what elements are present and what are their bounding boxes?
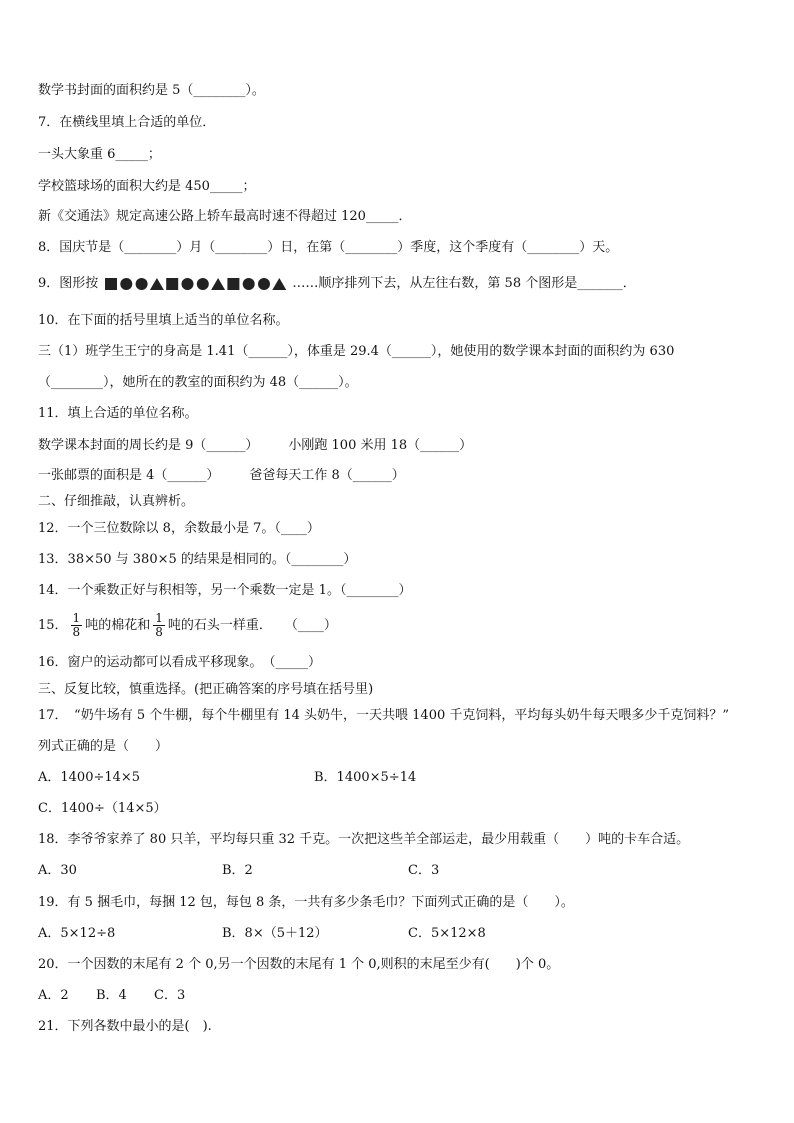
pattern-square-icon xyxy=(105,278,117,290)
question-19-option-b: B．8×（5＋12） xyxy=(222,926,328,941)
fraction-numerator: 1 xyxy=(155,611,163,625)
question-7a: 一头大象重 6_____； xyxy=(38,147,161,162)
fraction-one-eighth-2 xyxy=(153,612,165,639)
pattern-triangle-icon xyxy=(273,278,287,290)
question-7c: 新《交通法》规定高速公路上轿车最高时速不得超过 120_____． xyxy=(38,209,412,224)
question-11: 11．填上合适的单位名称。 xyxy=(38,406,198,421)
question-15-prefix: 15． xyxy=(38,618,68,633)
pattern-square-icon xyxy=(228,278,240,290)
question-19-option-a: A．5×12÷8 xyxy=(38,926,116,941)
pattern-circle-icon xyxy=(243,278,255,290)
question-11b xyxy=(38,467,405,485)
question-7b: 学校篮球场的面积大约是 450_____； xyxy=(38,179,256,194)
question-11b-right: 爸爸每天工作 8（______） xyxy=(249,468,405,483)
question-20-option-b: B．4 xyxy=(96,988,127,1003)
pattern-circle-icon xyxy=(197,278,209,290)
fraction-denominator: 8 xyxy=(72,625,81,639)
question-11a-left: 数学课本封面的周长约是 9（______） xyxy=(38,438,259,453)
question-15-suffix: 吨的石头一样重． （____） xyxy=(167,618,337,633)
fraction-denominator: 8 xyxy=(155,625,163,639)
question-17-option-a: A．1400÷14×5 xyxy=(38,770,141,785)
question-17-option-b: B．1400×5÷14 xyxy=(314,770,417,785)
fraction-one-eighth xyxy=(71,612,83,639)
question-20-option-c: C．3 xyxy=(154,988,186,1003)
shape-pattern-svg xyxy=(104,277,290,291)
question-19-option-c: C．5×12×8 xyxy=(408,926,486,941)
question-13: 13．38×50 与 380×5 的结果是相同的。（________） xyxy=(38,552,357,567)
question-11a-right: 小刚跑 100 米用 18（______） xyxy=(288,438,473,453)
question-9-prefix: 9．图形按 xyxy=(38,276,99,291)
question-10b: （________），她所在的教室的面积约为 48（______）。 xyxy=(38,375,358,390)
shape-pattern xyxy=(104,277,290,291)
question-16: 16．窗户的运动都可以看成平移现象。 （_____） xyxy=(38,655,322,670)
pattern-circle-icon xyxy=(182,278,194,290)
question-19: 19．有 5 捆毛巾，每捆 12 包，每包 8 条，一共有多少条毛巾？下面列式正确的是（ ）。 xyxy=(38,895,574,910)
question-18-option-a: A．30 xyxy=(38,863,77,878)
question-7: 7．在横线里填上合适的单位． xyxy=(38,115,216,130)
pattern-circle-icon xyxy=(258,278,270,290)
question-9-suffix: ……顺序排列下去，从左往右数，第 58 个图形是_______． xyxy=(292,276,636,291)
question-17-option-c: C．1400÷（14×5） xyxy=(38,801,167,816)
question-15-middle: 吨的棉花和 xyxy=(85,618,151,633)
pattern-triangle-icon xyxy=(150,278,164,290)
question-9 xyxy=(38,275,636,293)
question-11a xyxy=(38,437,472,455)
question-18-option-b: B．2 xyxy=(222,863,253,878)
pattern-circle-icon xyxy=(121,278,133,290)
question-10: 10．在下面的括号里填上适当的单位名称。 xyxy=(38,313,289,328)
question-18: 18．李爷爷家养了 80 只羊，平均每只重 32 千克。一次把这些羊全部运走，最少用载重（ ）吨的卡车合适。 xyxy=(38,832,690,847)
pattern-triangle-icon xyxy=(212,278,226,290)
question-18-option-c: C．3 xyxy=(408,863,440,878)
section-3-heading: 三、反复比较，慎重选择。(把正确答案的序号填在括号里) xyxy=(38,682,374,697)
fraction-numerator: 1 xyxy=(72,611,81,625)
question-14: 14．一个乘数正好与积相等，另一个乘数一定是 1。（________） xyxy=(38,583,412,598)
line-book-cover-area: 数学书封面的面积约是 5（________）。 xyxy=(38,83,265,98)
question-10a: 三（1）班学生王宁的身高是 1.41（______），体重是 29.4（______），她使用的数学课本封面的面积约为 630 xyxy=(38,344,675,359)
question-20: 20．一个因数的末尾有 2 个 0,另一个因数的末尾有 1 个 0,则积的末尾至少有( )个 0。 xyxy=(38,957,560,972)
question-11b-left: 一张邮票的面积是 4（______） xyxy=(38,468,220,483)
section-2-heading: 二、仔细推敲，认真辨析。 xyxy=(38,494,195,509)
question-20-option-a: A．2 xyxy=(38,988,69,1003)
question-15 xyxy=(38,612,337,640)
question-17-stem: 列式正确的是（ ） xyxy=(38,739,169,754)
pattern-circle-icon xyxy=(136,278,148,290)
question-21: 21．下列各数中最小的是( ). xyxy=(38,1019,212,1034)
pattern-square-icon xyxy=(167,278,179,290)
question-8: 8．国庆节是（________）月（________）日，在第（________）季度，这个季度有（________）天。 xyxy=(38,240,619,255)
question-17: 17． “奶牛场有 5 个牛棚，每个牛棚里有 14 头奶牛，一天共喂 1400 千克饲料，平均每头奶牛每天喂多少千克饲料？” xyxy=(38,708,730,723)
question-12: 12．一个三位数除以 8，余数最小是 7。（____） xyxy=(38,521,320,536)
